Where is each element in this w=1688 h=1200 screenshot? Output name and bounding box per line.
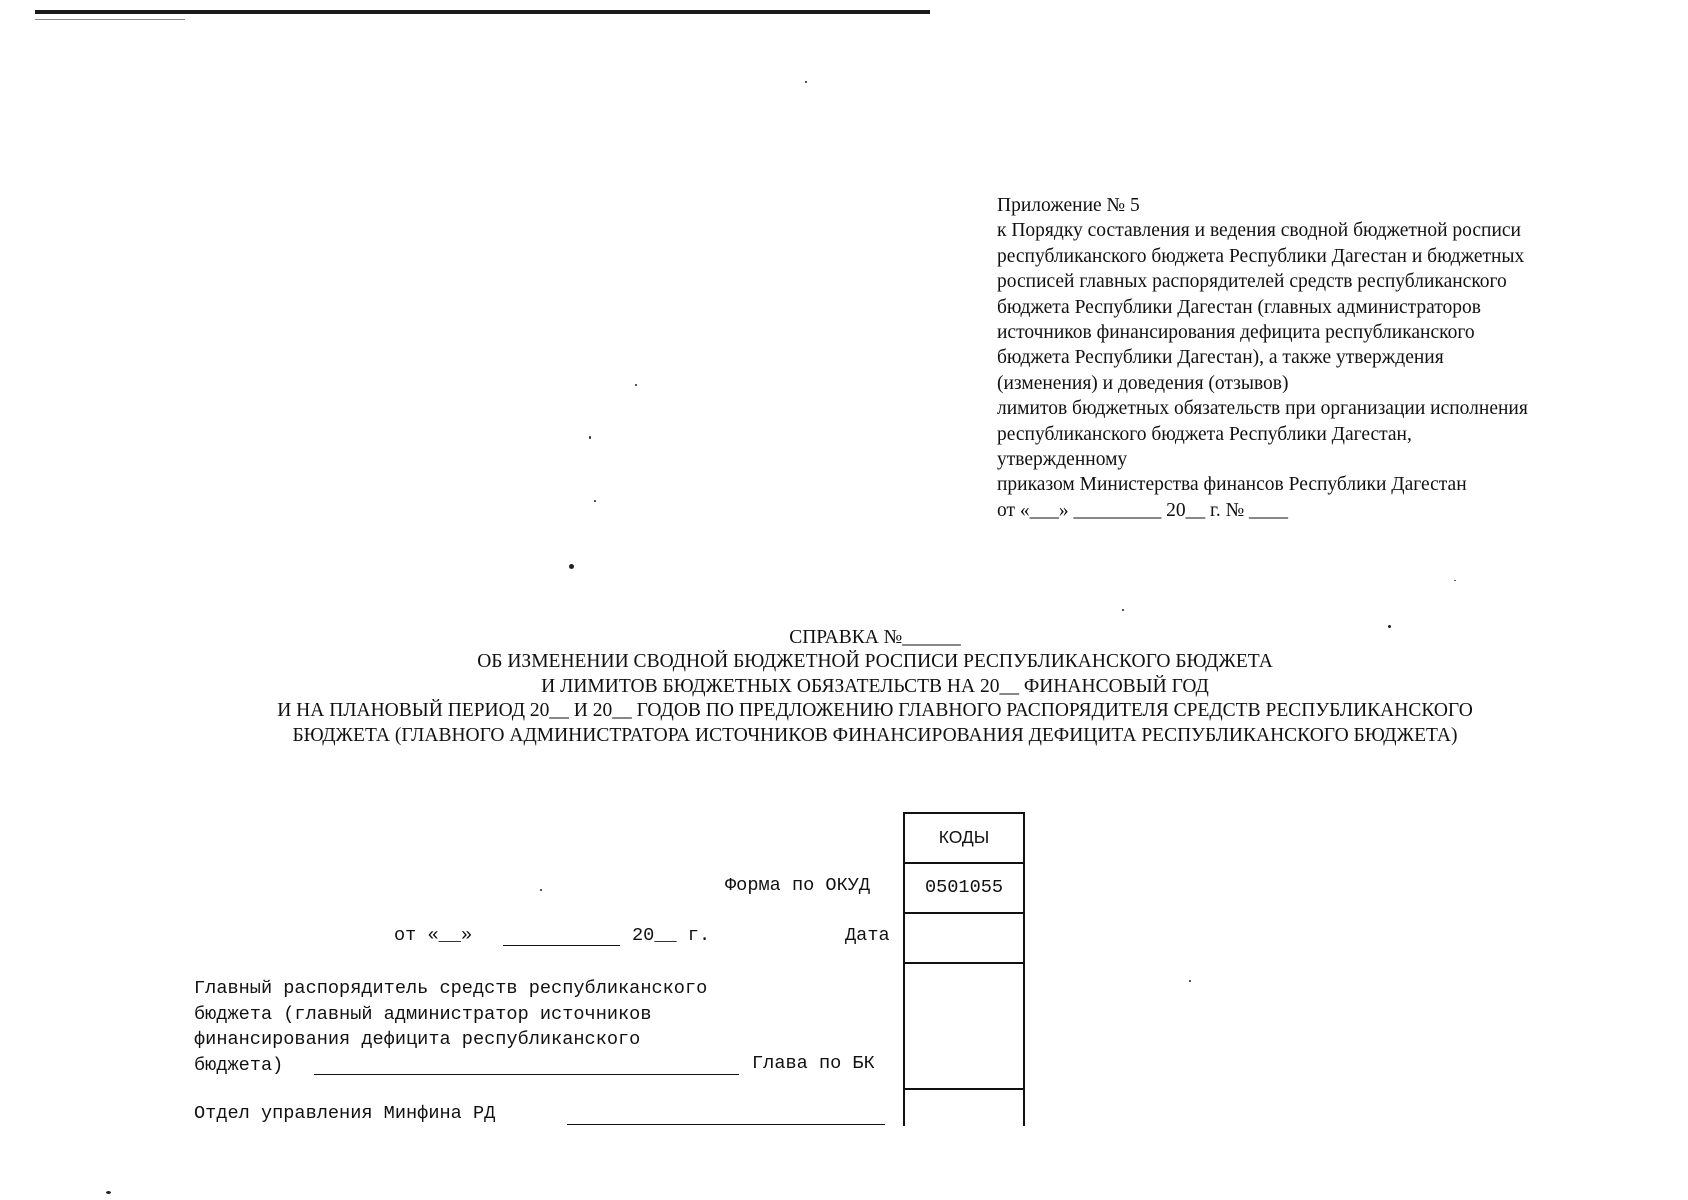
scan-speck [1122, 609, 1124, 611]
okud-code-cell [905, 864, 1023, 914]
document-heading [150, 626, 1600, 748]
chief-line: Главный распорядитель средств республиканского [194, 978, 708, 999]
scan-speck [805, 81, 807, 83]
date-month-blank[interactable] [503, 945, 620, 946]
scan-edge-line [35, 10, 930, 14]
okud-label: Форма по ОКУД [725, 875, 871, 896]
appendix-line: росписей главных распорядителей средств республиканского [997, 271, 1507, 293]
appendix-line: Приложение № 5 [997, 195, 1140, 216]
department-label: Отдел управления Минфина РД [194, 1103, 496, 1124]
codes-header-label: КОДЫ [938, 827, 990, 847]
appendix-line: лимитов бюджетных обязательств при организации исполнения [997, 398, 1528, 420]
appendix-line: источников финансирования дефицита республиканского [997, 322, 1475, 344]
appendix-line: к Порядку составления и ведения сводной бюджетной росписи [997, 220, 1521, 242]
heading-line: БЮДЖЕТА (ГЛАВНОГО АДМИНИСТРАТОРА ИСТОЧНИКОВ ФИНАНСИРОВАНИЯ ДЕФИЦИТА РЕСПУБЛИКАНСКОГО БЮДЖЕТА) [292, 724, 1458, 746]
appendix-line: республиканского бюджета Республики Дагестан и бюджетных [997, 245, 1525, 267]
department-code-cell[interactable] [905, 1090, 1023, 1126]
scan-speck [1454, 580, 1456, 581]
date-year: 20__ г. [632, 925, 711, 946]
appendix-block [997, 193, 1657, 523]
scan-speck [1189, 980, 1191, 982]
appendix-line: (изменения) и доведения (отзывов) [997, 372, 1289, 394]
heading-line: И НА ПЛАНОВЫЙ ПЕРИОД 20__ И 20__ ГОДОВ ПО ПРЕДЛОЖЕНИЮ ГЛАВНОГО РАСПОРЯДИТЕЛЯ СРЕДСТВ РЕСПУБЛИКАНСКОГО [277, 700, 1473, 722]
scan-speck [106, 1191, 111, 1194]
scan-speck [589, 436, 591, 439]
heading-title: СПРАВКА №______ [789, 627, 961, 648]
chapter-label: Глава по БК [752, 1053, 875, 1074]
date-prefix: от «__» [394, 925, 473, 946]
scan-speck [594, 500, 596, 502]
chief-administrator-label [194, 976, 707, 1078]
heading-line: ОБ ИЗМЕНЕНИИ СВОДНОЙ БЮДЖЕТНОЙ РОСПИСИ РЕСПУБЛИКАНСКОГО БЮДЖЕТА [477, 651, 1273, 673]
scan-speck [540, 889, 542, 891]
chief-line: бюджета) [194, 1054, 284, 1076]
chapter-code-cell[interactable] [905, 964, 1023, 1090]
scan-speck [569, 564, 574, 569]
appendix-line: бюджета Республики Дагестан), а также утверждения [997, 347, 1444, 369]
chief-line: финансирования дефицита республиканского [194, 1029, 641, 1050]
chief-line: бюджета (главный администратор источников [194, 1003, 652, 1025]
codes-header-cell [905, 814, 1023, 864]
date-label: Дата [845, 925, 890, 946]
department-blank[interactable] [567, 1124, 885, 1125]
scan-speck [635, 384, 637, 386]
scan-edge-line-thin [35, 19, 185, 20]
appendix-line: бюджета Республики Дагестан (главных администраторов [997, 296, 1482, 318]
appendix-line: приказом Министерства финансов Республики Дагестан [997, 474, 1467, 496]
appendix-line: от «___» _________ 20__ г. № ____ [997, 499, 1289, 521]
appendix-line: республиканского бюджета Республики Дагестан, [997, 423, 1412, 445]
codes-table [903, 812, 1025, 1126]
heading-line: И ЛИМИТОВ БЮДЖЕТНЫХ ОБЯЗАТЕЛЬСТВ НА 20__ ФИНАНСОВЫЙ ГОД [541, 675, 1209, 697]
date-code-cell[interactable] [905, 914, 1023, 964]
okud-code-value: 0501055 [924, 877, 1004, 898]
chief-administrator-blank[interactable] [314, 1074, 739, 1075]
appendix-line: утвержденному [997, 449, 1128, 471]
